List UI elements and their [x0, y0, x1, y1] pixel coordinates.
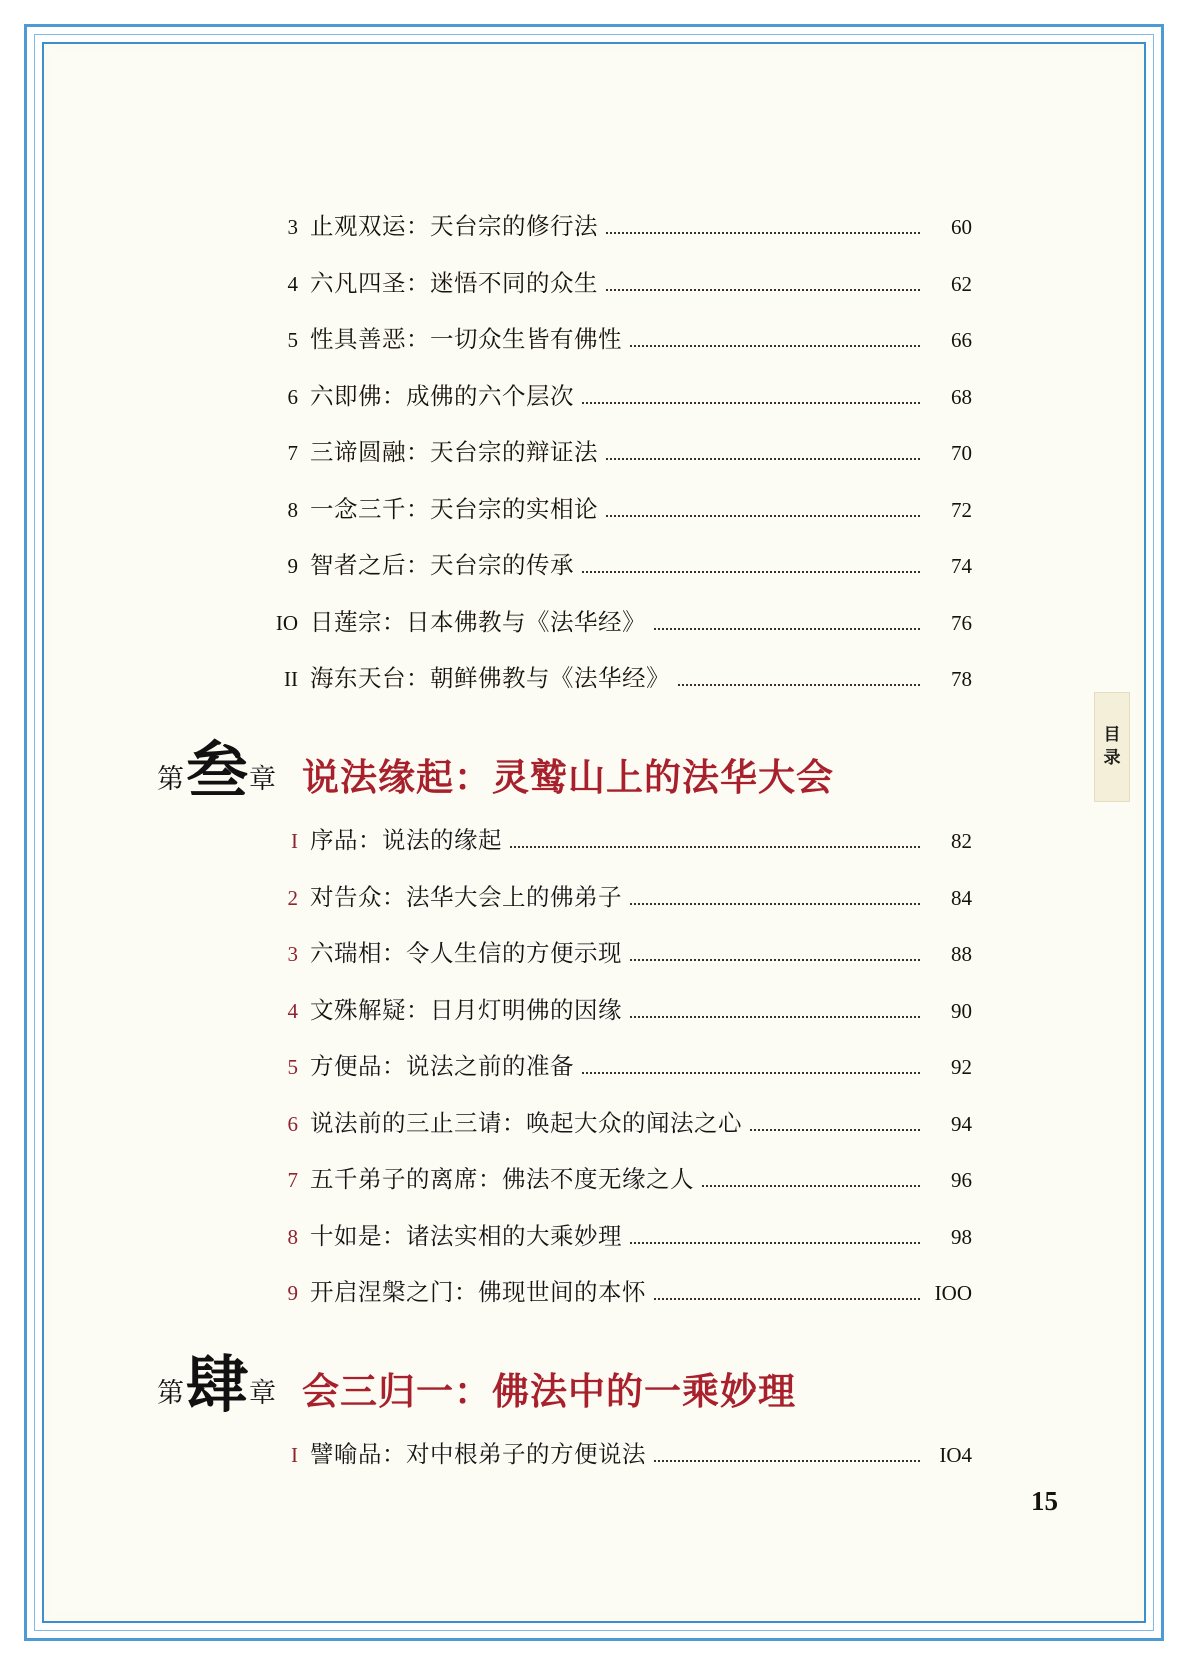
toc-entry[interactable]	[252, 1104, 972, 1138]
toc-entry-number: 6	[287, 384, 298, 409]
toc-entry-page: 76	[951, 610, 972, 635]
toc-entry-page: 72	[951, 497, 972, 522]
toc-entry-page: IOO	[934, 1281, 972, 1305]
toc-entry-page: 90	[951, 998, 972, 1023]
toc-leader-dots	[582, 401, 920, 404]
toc-entry-title: 日莲宗：日本佛教与《法华经》	[310, 607, 646, 636]
toc-entry[interactable]	[252, 1435, 972, 1469]
toc-entry[interactable]	[252, 433, 972, 467]
toc-entry-title: 一念三千：天台宗的实相论	[310, 494, 598, 523]
chapter-three-title: 说法缘起：灵鹫山上的法华大会	[302, 755, 835, 799]
toc-leader-dots	[606, 288, 920, 291]
toc-entry[interactable]	[252, 878, 972, 912]
toc-entry[interactable]	[252, 264, 972, 298]
toc-entry-page: 74	[951, 554, 972, 578]
toc-entry[interactable]	[252, 934, 972, 968]
toc-leader-dots	[582, 1071, 920, 1074]
toc-entry-number: 5	[287, 328, 298, 352]
toc-entry-title: 开启涅槃之门：佛现世间的本怀	[310, 1278, 646, 1306]
toc-entry-title: 三谛圆融：天台宗的辩证法	[310, 438, 598, 466]
toc-leader-dots	[678, 683, 920, 686]
toc-leader-dots	[630, 1241, 920, 1244]
toc-entry-title: 性具善恶：一切众生皆有佛性	[310, 325, 622, 353]
toc-entry-number: I	[291, 829, 298, 853]
page-content	[52, 52, 1136, 1613]
toc-entry-page: 78	[951, 667, 972, 691]
chapter-suffix: 章	[249, 764, 277, 795]
toc-entry[interactable]	[252, 320, 972, 354]
chapter-heading-three[interactable]	[157, 727, 972, 808]
toc-entry-title: 止观双运：天台宗的修行法	[310, 212, 598, 240]
chapter-four-marker	[157, 1348, 277, 1422]
toc-entry[interactable]	[252, 603, 972, 637]
toc-entry-title: 六凡四圣：迷悟不同的众生	[310, 268, 598, 297]
section-tab-char-1: 目	[1103, 725, 1121, 745]
toc-entry[interactable]	[252, 1160, 972, 1194]
toc-entry-page: 98	[951, 1224, 972, 1249]
toc-entry-number: 9	[287, 1281, 298, 1305]
chapter-suffix: 章	[249, 1378, 277, 1409]
toc-entry-page: 94	[951, 1111, 972, 1136]
toc-entry-page: 70	[951, 441, 972, 465]
chapter-number: 叁	[186, 734, 248, 808]
toc-entry-page: 84	[951, 885, 972, 910]
toc-entry-number: 7	[287, 441, 298, 465]
toc-entry[interactable]	[252, 1273, 972, 1307]
toc-entry-number: 4	[287, 998, 298, 1023]
toc-entry-number: 4	[287, 271, 298, 296]
toc-entry-title: 序品：说法的缘起	[310, 826, 502, 854]
toc-leader-dots	[750, 1128, 920, 1131]
toc-leader-dots	[606, 457, 920, 460]
table-of-contents	[157, 207, 972, 1492]
toc-entry-page: 60	[951, 215, 972, 239]
toc-entry-number: 8	[287, 1224, 298, 1249]
toc-entry-title: 譬喻品：对中根弟子的方便说法	[310, 1440, 646, 1468]
toc-leader-dots	[702, 1184, 920, 1187]
toc-entry-page: 66	[951, 328, 972, 352]
chapter-three-marker	[157, 734, 277, 808]
toc-entry-number: I	[291, 1443, 298, 1467]
toc-entry-page: 68	[951, 384, 972, 409]
toc-leader-dots	[582, 570, 920, 573]
toc-entry[interactable]	[252, 546, 972, 580]
toc-entry[interactable]	[252, 821, 972, 855]
toc-entry-title: 十如是：诸法实相的大乘妙理	[310, 1221, 622, 1250]
toc-entry[interactable]	[252, 490, 972, 524]
toc-entry-number: 5	[287, 1055, 298, 1079]
toc-entry[interactable]	[252, 991, 972, 1025]
section-tab-char-2: 录	[1103, 748, 1121, 768]
chapter-prefix: 第	[157, 1378, 184, 1409]
section-tab-contents	[1094, 692, 1130, 802]
toc-leader-dots	[630, 344, 920, 347]
toc-entry-title: 对告众：法华大会上的佛弟子	[310, 882, 622, 911]
toc-leader-dots	[606, 514, 920, 517]
chapter-four-title: 会三归一：佛法中的一乘妙理	[302, 1369, 797, 1413]
toc-entry-number: 7	[287, 1168, 298, 1192]
toc-entry-number: 3	[287, 942, 298, 966]
toc-entry-number: 2	[287, 885, 298, 910]
toc-entry-number: 9	[287, 554, 298, 578]
toc-entry-title: 六即佛：成佛的六个层次	[310, 381, 574, 410]
toc-entry-page: 82	[951, 829, 972, 853]
toc-entry[interactable]	[252, 377, 972, 411]
toc-entry-number: 3	[287, 215, 298, 239]
page-number: 15	[1031, 1486, 1058, 1516]
toc-entry-page: 96	[951, 1168, 972, 1192]
toc-leader-dots	[510, 845, 920, 848]
toc-entry-number: II	[284, 667, 298, 691]
toc-leader-dots	[654, 1459, 920, 1462]
toc-entry-number: 6	[287, 1111, 298, 1136]
toc-entry-title: 六瑞相：令人生信的方便示现	[310, 939, 622, 967]
toc-leader-dots	[630, 1015, 920, 1018]
chapter-number: 肆	[186, 1348, 248, 1422]
toc-leader-dots	[606, 231, 920, 234]
toc-entry-title: 海东天台：朝鲜佛教与《法华经》	[310, 664, 670, 692]
toc-entry-page: 92	[951, 1055, 972, 1079]
toc-entry-number: 8	[287, 497, 298, 522]
toc-entry-title: 五千弟子的离席：佛法不度无缘之人	[310, 1165, 694, 1193]
toc-entry[interactable]	[252, 1217, 972, 1251]
toc-entry-page: IO4	[939, 1443, 972, 1467]
toc-leader-dots	[630, 902, 920, 905]
chapter-heading-four[interactable]	[157, 1341, 972, 1422]
toc-leader-dots	[630, 958, 920, 961]
toc-leader-dots	[654, 1297, 920, 1300]
toc-entry-number: IO	[275, 610, 298, 635]
toc-entry[interactable]	[252, 207, 972, 241]
toc-leader-dots	[654, 627, 920, 630]
toc-entry-title: 说法前的三止三请：唤起大众的闻法之心	[310, 1108, 742, 1137]
toc-entry-page: 88	[951, 942, 972, 966]
toc-entry[interactable]	[252, 1047, 972, 1081]
toc-entry-page: 62	[951, 271, 972, 296]
toc-entry-title: 智者之后：天台宗的传承	[310, 551, 574, 579]
toc-entry-title: 文殊解疑：日月灯明佛的因缘	[310, 995, 622, 1024]
toc-entry[interactable]	[252, 659, 972, 693]
toc-entry-title: 方便品：说法之前的准备	[310, 1052, 574, 1080]
chapter-prefix: 第	[157, 764, 184, 795]
